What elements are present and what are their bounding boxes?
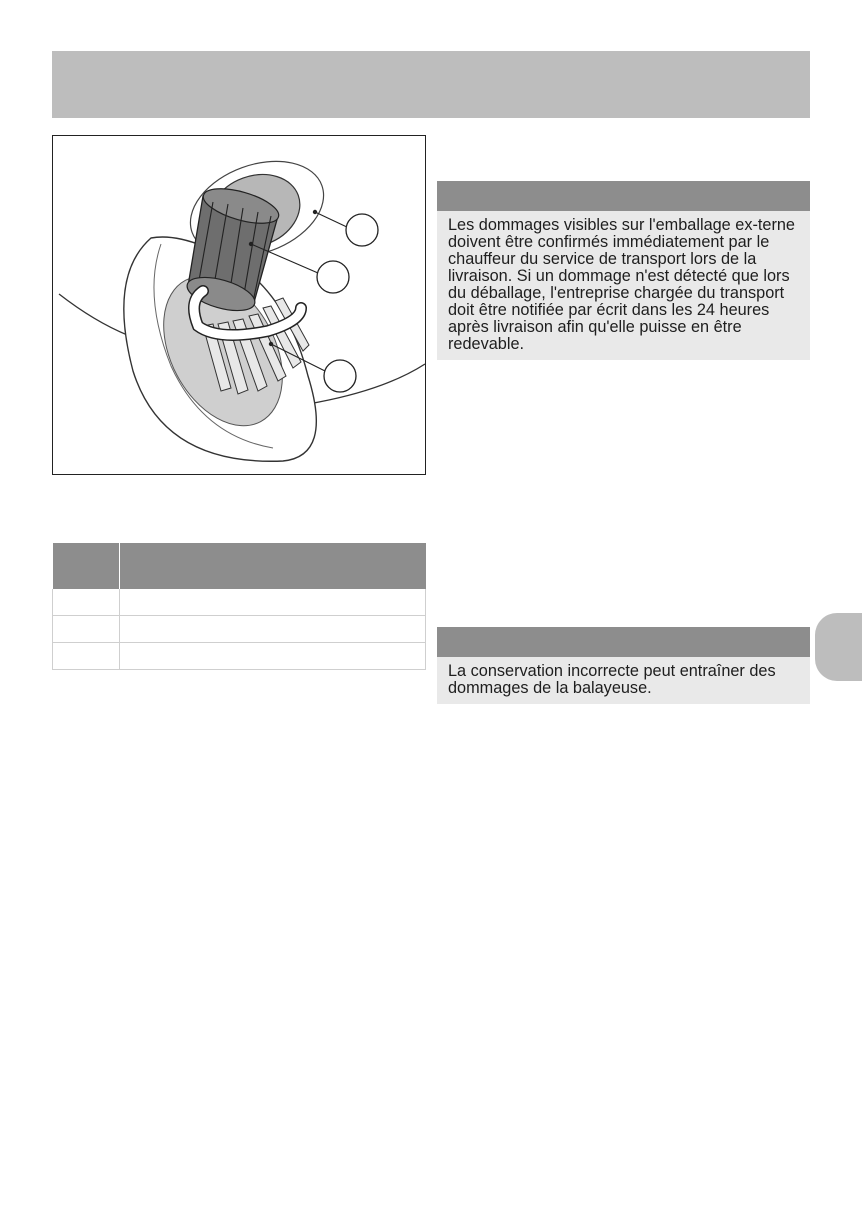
callout-1 xyxy=(346,214,378,246)
table-cell xyxy=(53,616,120,643)
table-row xyxy=(53,589,426,616)
brush-figure xyxy=(52,135,426,475)
table-header-position xyxy=(53,543,120,589)
callout-3 xyxy=(324,360,356,392)
notice-damage xyxy=(437,181,810,360)
callout-2 xyxy=(317,261,349,293)
legend-table xyxy=(52,543,426,670)
notice-header xyxy=(437,181,810,211)
notice-text: Les dommages visibles sur l'emballage ex-terne doivent être confirmés immédiatement par le chauffeur du service de transport lors de la livraison. Si un dommage n'est détecté que lors du déballage, l'entreprise chargée du transport doit être notifiée par écrit dans les 24 heures après livraison afin qu'elle puisse en être redevable. xyxy=(448,216,795,353)
table-cell xyxy=(120,616,426,643)
notice-storage xyxy=(437,627,810,704)
notice-header xyxy=(437,627,810,657)
table-cell xyxy=(120,643,426,670)
chapter-side-tab xyxy=(815,613,862,681)
section-header-bar xyxy=(52,51,810,118)
brush-assembly-illustration xyxy=(53,136,425,474)
notice-text: La conservation incorrecte peut entraîner des dommages de la balayeuse. xyxy=(448,662,776,697)
table-row xyxy=(53,616,426,643)
table-cell xyxy=(53,643,120,670)
table-header-description xyxy=(120,543,426,589)
table-cell xyxy=(120,589,426,616)
table-row xyxy=(53,643,426,670)
table-cell xyxy=(53,589,120,616)
